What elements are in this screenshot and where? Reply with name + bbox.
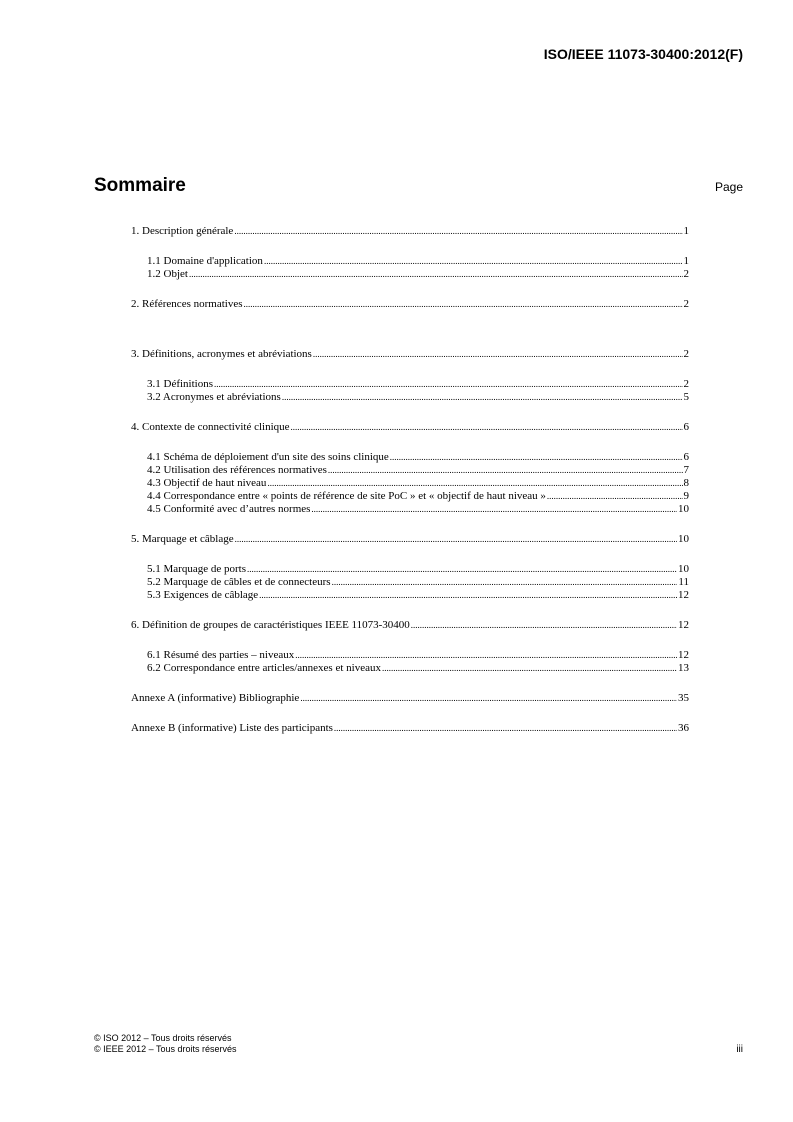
toc-entry[interactable]	[131, 533, 689, 546]
toc-entry-label: 1.2 Objet	[147, 268, 188, 280]
toc-entry-page: 10	[678, 533, 689, 545]
toc-entry-label: 5.2 Marquage de câbles et de connecteurs	[147, 576, 331, 588]
toc-entry-label: 5. Marquage et câblage	[131, 533, 234, 545]
toc-entry-page: 2	[683, 298, 689, 310]
toc-entry-page: 1	[683, 255, 689, 267]
toc-entry-page: 2	[683, 268, 689, 280]
toc-entry-label: 4.2 Utilisation des références normatives	[147, 464, 327, 476]
toc-entry[interactable]	[131, 298, 689, 311]
toc-entry-page: 13	[678, 662, 689, 674]
toc-entry[interactable]	[131, 477, 689, 490]
toc-entry-page: 2	[683, 378, 689, 390]
toc-entry-label: 6.2 Correspondance entre articles/annexes et niveaux	[147, 662, 381, 674]
toc-entry-page: 36	[678, 722, 689, 734]
toc-entry-label: 1.1 Domaine d'application	[147, 255, 263, 267]
toc-entry-page: 8	[683, 477, 689, 489]
table-of-contents	[131, 225, 689, 735]
toc-entry[interactable]	[131, 576, 689, 589]
document-id: ISO/IEEE 11073-30400:2012(F)	[543, 46, 743, 62]
toc-entry-label: 4.5 Conformité avec d’autres normes	[147, 503, 311, 515]
toc-entry-page: 10	[678, 563, 689, 575]
toc-entry-page: 5	[683, 391, 689, 403]
toc-entry[interactable]	[131, 451, 689, 464]
toc-entry[interactable]	[131, 722, 689, 735]
toc-entry-label: 3. Définitions, acronymes et abréviations	[131, 348, 312, 360]
toc-entry[interactable]	[131, 421, 689, 434]
toc-entry-page: 35	[678, 692, 689, 704]
toc-entry[interactable]	[131, 348, 689, 361]
toc-entry[interactable]	[131, 268, 689, 281]
toc-entry[interactable]	[131, 378, 689, 391]
toc-entry-page: 7	[683, 464, 689, 476]
toc-entry[interactable]	[131, 490, 689, 503]
toc-entry-label: 1. Description générale	[131, 225, 234, 237]
toc-entry-page: 1	[683, 225, 689, 237]
page-column-label: Page	[714, 180, 743, 194]
toc-entry[interactable]	[131, 692, 689, 705]
toc-entry[interactable]	[131, 225, 689, 238]
toc-entry-label: 3.2 Acronymes et abréviations	[147, 391, 281, 403]
toc-entry[interactable]	[131, 464, 689, 477]
toc-entry-page: 6	[683, 421, 689, 433]
toc-entry-label: 2. Références normatives	[131, 298, 243, 310]
toc-entry-page: 12	[678, 649, 689, 661]
page-title: Sommaire	[94, 175, 186, 196]
toc-entry[interactable]	[131, 619, 689, 632]
toc-entry-page: 12	[678, 589, 689, 601]
toc-entry[interactable]	[131, 662, 689, 675]
toc-entry-label: 5.3 Exigences de câblage	[147, 589, 259, 601]
toc-entry[interactable]	[131, 589, 689, 602]
toc-entry[interactable]	[131, 503, 689, 516]
toc-entry-page: 9	[683, 490, 689, 502]
toc-entry[interactable]	[131, 563, 689, 576]
footer-page-number: iii	[736, 1044, 743, 1055]
toc-entry-label: 4.4 Correspondance entre « points de référence de site PoC » et « objectif de haut niveau »	[147, 490, 546, 502]
toc-entry-label: Annexe B (informative) Liste des participants	[131, 722, 333, 734]
toc-entry-page: 2	[683, 348, 689, 360]
toc-entry-page: 12	[678, 619, 689, 631]
toc-entry[interactable]	[131, 255, 689, 268]
toc-entry-label: 4. Contexte de connectivité clinique	[131, 421, 290, 433]
footer-copyright	[94, 1033, 237, 1055]
toc-entry-label: 5.1 Marquage de ports	[147, 563, 246, 575]
toc-entry-page: 6	[683, 451, 689, 463]
toc-entry-label: 4.3 Objectif de haut niveau	[147, 477, 267, 489]
toc-entry-label: 3.1 Définitions	[147, 378, 213, 390]
toc-entry-page: 10	[678, 503, 689, 515]
copyright-ieee: © IEEE 2012 – Tous droits réservés	[94, 1044, 237, 1054]
toc-entry-label: 6.1 Résumé des parties – niveaux	[147, 649, 295, 661]
toc-entry[interactable]	[131, 649, 689, 662]
toc-entry-label: 4.1 Schéma de déploiement d'un site des soins clinique	[147, 451, 389, 463]
toc-entry-page: 11	[678, 576, 689, 588]
toc-entry[interactable]	[131, 391, 689, 404]
copyright-iso: © ISO 2012 – Tous droits réservés	[94, 1033, 232, 1043]
toc-entry-label: Annexe A (informative) Bibliographie	[131, 692, 300, 704]
toc-entry-label: 6. Définition de groupes de caractéristiques IEEE 11073-30400	[131, 619, 410, 631]
